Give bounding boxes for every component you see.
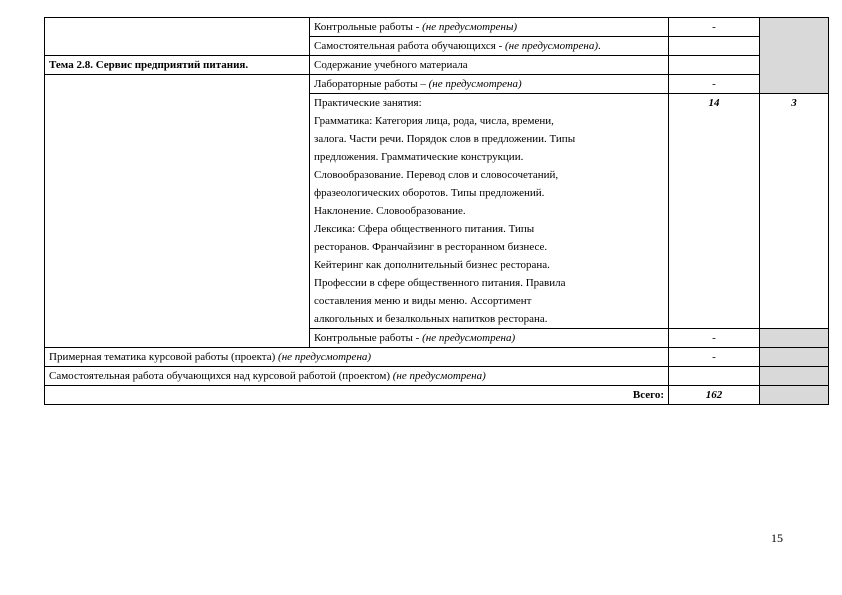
total-hours: 162 (669, 386, 760, 405)
coursework-topics-label: Примерная тематика курсовой работы (проекта) (49, 351, 279, 363)
coursework-self-label: Самостоятельная работа обучающихся над курсовой работой (проектом) (49, 370, 393, 382)
practice-line: Профессии в сфере общественного питания. Правила (314, 277, 566, 289)
coursework-topics-cell (45, 348, 669, 367)
practice-line: составления меню и виды меню. Ассортимент (314, 295, 532, 307)
practice-line: ресторанов. Франчайзинг в ресторанном бизнесе. (314, 241, 548, 253)
content-header: Содержание учебного материала (310, 56, 669, 75)
level-cell-gray (760, 386, 829, 405)
total-label: Всего: (45, 386, 669, 405)
practice-line: Кейтеринг как дополнительный бизнес ресторана. (314, 259, 550, 271)
practice-line: алкогольных и безалкольных напитков ресторана. (314, 313, 548, 325)
hours-cell: - (669, 75, 760, 94)
hours-cell: - (669, 348, 760, 367)
hours-cell: - (669, 329, 760, 348)
coursework-self-note: (не предусмотрена) (392, 370, 486, 382)
content-cell (310, 329, 669, 348)
level-cell-gray (760, 367, 829, 386)
practice-content (310, 94, 669, 329)
content-cell (310, 75, 669, 94)
hours-cell: - (669, 18, 760, 37)
lab-label: Лабораторные работы – (314, 78, 429, 90)
curriculum-table (44, 17, 829, 405)
control-works-note: (не предусмотрены) (422, 21, 518, 33)
table-row (45, 75, 829, 94)
practice-line: предложения. Грамматические конструкции. (314, 151, 524, 163)
table-row (45, 367, 829, 386)
practice-line: Практические занятия: (314, 97, 422, 109)
table-row (45, 18, 829, 37)
practice-line: залога. Части речи. Порядок слов в предложении. Типы (314, 133, 576, 145)
control-works-label: Контрольные работы - (314, 21, 423, 33)
hours-cell-empty (669, 367, 760, 386)
content-cell (310, 37, 669, 56)
practice-hours: 14 (669, 94, 760, 329)
page-number: 15 (771, 531, 783, 545)
level-cell-gray (760, 18, 829, 94)
table-row (45, 386, 829, 405)
level-cell-gray (760, 348, 829, 367)
topic-cell-empty (45, 18, 310, 56)
topic-title: Тема 2.8. Сервис предприятий питания. (45, 56, 310, 75)
practice-line: Грамматика: Категория лица, рода, числа, времени, (314, 115, 554, 127)
practice-line: фразеологических оборотов. Типы предложений. (314, 187, 545, 199)
coursework-topics-note: (не предусмотрена) (278, 351, 372, 363)
hours-cell-empty (669, 56, 760, 75)
practice-line: Лексика: Сфера общественного питания. Типы (314, 223, 535, 235)
self-work-tail: . (598, 40, 601, 52)
content-cell (310, 18, 669, 37)
practice-line: Наклонение. Словообразование. (314, 205, 466, 217)
table-row (45, 348, 829, 367)
level-cell-gray (760, 329, 829, 348)
topic-cell-empty (45, 75, 310, 348)
coursework-self-cell (45, 367, 669, 386)
self-work-label: Самостоятельная работа обучающихся - (314, 40, 505, 52)
practice-level: 3 (760, 94, 829, 329)
control-works-label: Контрольные работы - (314, 332, 423, 344)
self-work-note: (не предусмотрена) (505, 40, 599, 52)
hours-cell-empty (669, 37, 760, 56)
lab-note: (не предусмотрена) (428, 78, 522, 90)
table-row (45, 56, 829, 75)
control-works-note: (не предусмотрена) (422, 332, 516, 344)
practice-line: Словообразование. Перевод слов и словосочетаний, (314, 169, 559, 181)
